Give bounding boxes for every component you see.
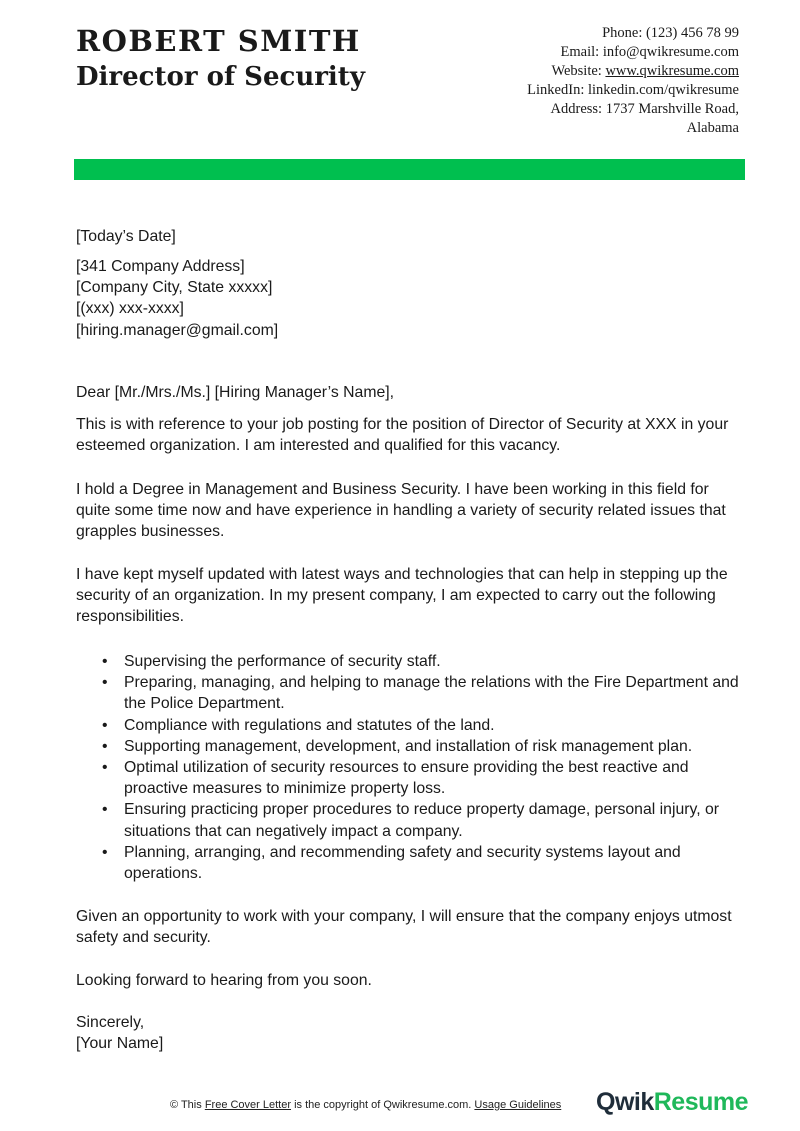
address-line-2: Alabama <box>686 120 739 136</box>
list-item: • Preparing, managing, and helping to manage the relations with the Fire Department and the Police Department. <box>76 672 746 714</box>
list-item: • Supervising the performance of security staff. <box>76 651 746 672</box>
free-cover-letter-link[interactable]: Free Cover Letter <box>204 1099 292 1111</box>
usage-guidelines-link[interactable]: Usage Guidelines <box>474 1099 562 1111</box>
qwikresume-logo <box>596 1088 748 1117</box>
signoff <box>76 1012 746 1054</box>
list-item: • Ensuring practicing proper procedures to reduce property damage, personal injury, or situations that can negatively impact a company. <box>76 799 746 841</box>
salutation: Dear [Mr./Mrs./Ms.] [Hiring Manager’s Name], <box>76 384 395 401</box>
list-item: • Optimal utilization of security resources to ensure providing the best reactive and proactive measures to minimize property loss. <box>76 757 746 799</box>
address-line: [hiring.manager@gmail.com] <box>76 321 279 339</box>
footer-text: is the copyright of Qwikresume.com. <box>291 1099 475 1111</box>
date: [Today’s Date] <box>76 228 176 245</box>
email: Email: info@qwikresume.com <box>560 44 739 60</box>
paragraph: Given an opportunity to work with your company, I will ensure that the company enjoys utmost safety and security. <box>76 908 732 947</box>
website <box>527 62 739 81</box>
website-label: Website: <box>551 63 606 79</box>
paragraph: I hold a Degree in Management and Business Security. I have been working in this field for quite some time now and have experience in handling a variety of security related issues that grapples businesses. <box>76 481 726 541</box>
applicant-name: ROBERT SMITH <box>76 24 361 58</box>
signoff-text: Sincerely, <box>76 1014 145 1031</box>
copyright-footer <box>170 1099 561 1111</box>
footer-text: © This <box>170 1099 205 1111</box>
responsibilities-list <box>76 651 746 884</box>
address-line: [Company City, State xxxxx] <box>76 279 273 297</box>
paragraph: This is with reference to your job posting for the position of Director of Security at XXX in your esteemed organization. I am interested and qualified for this vacancy. <box>76 416 729 455</box>
address-line-1: Address: 1737 Marshville Road, <box>550 101 739 117</box>
address-line: [341 Company Address] <box>76 258 245 275</box>
logo-part: Qwik <box>596 1088 654 1116</box>
paragraph: Looking forward to hearing from you soon. <box>76 972 372 989</box>
address-line: [(xxx) xxx-xxxx] <box>76 300 184 318</box>
recipient-address <box>76 256 746 341</box>
accent-divider-bar <box>74 159 745 180</box>
list-item: • Supporting management, development, and installation of risk management plan. <box>76 736 746 757</box>
list-item: • Compliance with regulations and statutes of the land. <box>76 715 746 736</box>
linkedin: LinkedIn: linkedin.com/qwikresume <box>527 82 739 98</box>
paragraph: I have kept myself updated with latest ways and technologies that can help in stepping up the security of an organization. In my present company, I am expected to carry out the following responsibilities. <box>76 566 728 626</box>
phone: Phone: (123) 456 78 99 <box>602 25 739 41</box>
website-link[interactable]: www.qwikresume.com <box>605 63 739 79</box>
logo-part: Resume <box>653 1088 749 1116</box>
job-title: Director of Security <box>76 62 365 92</box>
list-item: • Planning, arranging, and recommending safety and security systems layout and operations. <box>76 842 746 884</box>
contact-info <box>527 24 739 138</box>
signature: [Your Name] <box>76 1035 164 1053</box>
